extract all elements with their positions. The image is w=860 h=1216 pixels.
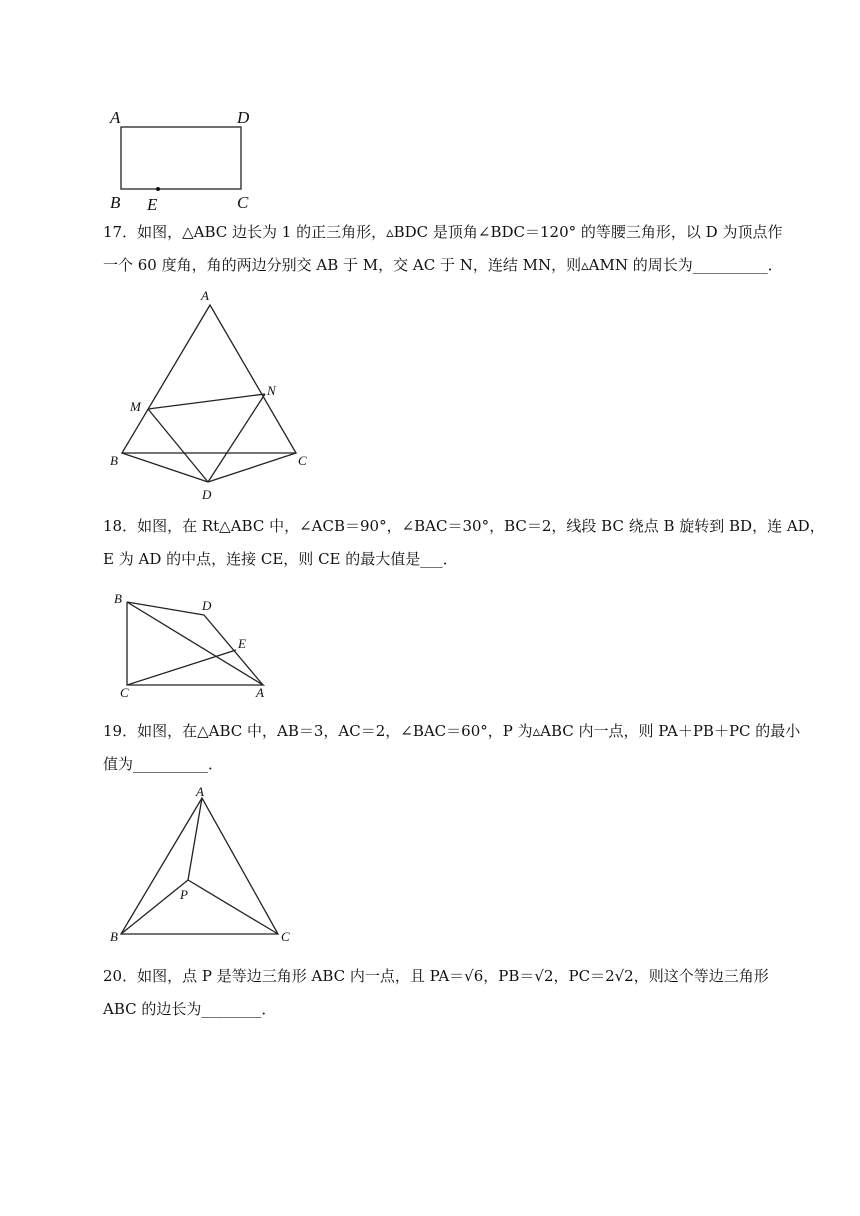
question-18-line-1: 18．如图，在 Rt△ABC 中，∠ACB＝90°，∠BAC＝30°，BC＝2，线段 BC 绕点 B 旋转到 BD，连 AD， [103,517,825,535]
question-20-line-2: ABC 的边长为________． [103,1000,277,1018]
label-d: D [202,598,212,613]
question-18 [103,510,825,576]
label-p: P [180,887,188,902]
segment-da [204,615,263,685]
label-a: A [110,108,121,127]
label-e: E [147,195,158,214]
segment-mn [148,394,265,409]
question-18-line-2: E 为 AD 的中点，连接 CE，则 CE 的最大值是___． [103,550,458,568]
segment-ce [127,650,236,685]
label-e: E [238,636,246,651]
segment-dn [208,394,265,482]
label-c: C [281,929,290,944]
label-c: C [237,193,249,212]
label-b: B [114,591,122,606]
question-19-line-2: 值为__________． [103,755,224,773]
question-17 [103,216,783,282]
label-n: N [267,383,276,398]
segment-cd [208,453,296,482]
question-19 [103,715,801,781]
question-17-line-2: 一个 60 度角，角的两边分别交 AB 于 M，交 AC 于 N，连结 MN，则▵AMN 的周长为__________． [103,256,783,274]
label-c: C [298,453,307,468]
label-d: D [237,108,250,127]
label-m: M [130,399,141,414]
question-17-line-1: 17．如图，△ABC 边长为 1 的正三角形，▵BDC 是顶角∠BDC＝120° 的等腰三角形，以 D 为顶点作 [103,223,783,241]
point-e [156,187,160,191]
question-20-line-1: 20．如图，点 P 是等边三角形 ABC 内一点，且 PA＝√6，PB＝√2，PC＝2√2，则这个等边三角形 [103,967,769,985]
label-b: B [110,193,121,212]
segment-dm [148,409,208,482]
figure-rectangle-abcd [100,100,270,220]
label-b: B [110,929,118,944]
question-19-line-1: 19．如图，在△ABC 中，AB＝3，AC＝2，∠BAC＝60°，P 为▵ABC 内一点，则 PA＋PB＋PC 的最小 [103,722,801,740]
triangle-abc [121,798,278,934]
label-a: A [201,288,209,303]
rectangle-abcd [121,127,241,189]
figure-question-19 [100,780,310,950]
label-d: D [202,487,212,502]
label-b: B [110,453,118,468]
segment-bd [122,453,208,482]
question-20 [103,960,769,1026]
segment-pc [188,880,278,934]
label-a: A [256,685,264,700]
figure-question-17 [100,285,330,510]
triangle-abc [122,305,296,453]
figure-question-18 [100,585,290,705]
label-c: C [120,685,129,700]
segment-pb [121,880,188,934]
label-a: A [196,784,204,799]
